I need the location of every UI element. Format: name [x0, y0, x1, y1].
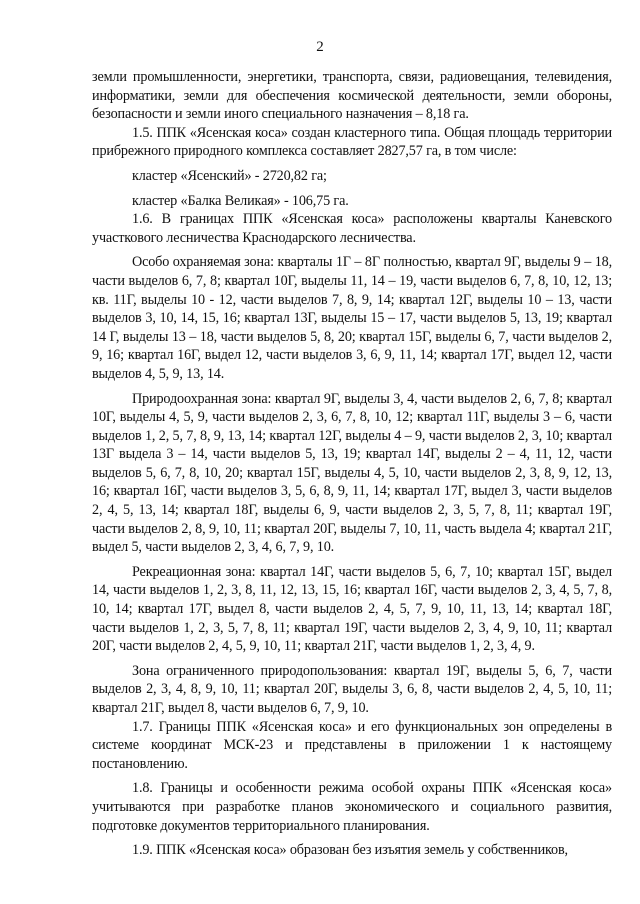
paragraph-land-categories: земли промышленности, энергетики, транспорта, связи, радиовещания, телевидения, информатики, земли для обеспечения космической деятельности, земли обороны, безопасности и земли иного специального назначения – 8,18 га. [92, 69, 612, 123]
page-number: 2 [316, 39, 324, 55]
paragraph-protected-zone: Особо охраняемая зона: кварталы 1Г – 8Г полностью, квартал 9Г, выделы 9 – 18, части выделов 6, 7, 8; квартал 10Г, выделы 11, 14 – 19, части выделов 6, 7, 8, 10, 12, 13; кв. 11Г, выделы 10 - 12, части выделов 7, 8, 9, 14; квартал 12Г, выделы 10 – 13, части выделов 3, 10, 14, 15, 16; квартал 13Г, выделы 15 – 17, части выделов 5, 13, 19; квартал 14 Г, выделы 13 – 18, части выделов 5, 8, 20; квартал 15Г, выделы 6, 7, части выделов 2, 9, 16; квартал 16Г, выдел 12, части выделов 3, 6, 9, 11, 14; квартал 17Г, выдел 12, части выделов 4, 5, 9, 13, 14. [92, 254, 612, 382]
paragraph-recreational-zone: Рекреационная зона: квартал 14Г, части выделов 5, 6, 7, 10; квартал 15Г, выдел 14, части выделов 1, 2, 3, 8, 11, 12, 13, 15, 16; квартал 16Г, части выделов 2, 3, 4, 5, 7, 8, 10, 14; квартал 17Г, выдел 8, части выделов 2, 4, 5, 7, 9, 10, 11, 13, 14; квартал 18Г, части выделов 1, 2, 3, 5, 7, 8, 11; квартал 19Г, части выделов 2, 3, 4, 9, 10, 11; квартал 20Г, части выделов 2, 4, 5, 9, 10, 11; квартал 21Г, части выделов 1, 2, 3, 4, 9. [92, 563, 612, 655]
paragraph-1-6: 1.6. В границах ППК «Ясенская коса» расположены кварталы Каневского участкового лесничества Краснодарского лесничества. [92, 211, 612, 246]
paragraph-conservation-zone: Природоохранная зона: квартал 9Г, выделы 3, 4, части выделов 2, 6, 7, 8; квартал 10Г, выделы 4, 5, 9, части выделов 2, 3, 6, 7, 8, 10, 12; квартал 11Г, выделы 3 – 6, части выделов 1, 2, 5, 7, 8, 9, 13, 14; квартал 12Г, выделы 4 – 9, части выделов 2, 3, 10; квартал 13Г выдела 3 – 14, части выделов 5, 13, 19; квартал 14Г, выделы 2 – 4, 11, 12, части выделов 5, 6, 7, 8, 10, 20; квартал 15Г, выделы 4, 5, 10, части выделов 2, 3, 8, 9, 12, 13, 16; квартал 16Г, части выделов 3, 5, 6, 8, 9, 11, 14; квартал 17Г, выдел 3, части выделов 2, 4, 5, 13, 14; квартал 18Г, выделы 6, 9, части выделов 2, 3, 5, 7, 8, 11; квартал 19Г, части выделов 2, 8, 9, 10, 11; квартал 20Г, выделы 7, 10, 11, часть выдела 4; квартал 21Г, выдел 5, части выделов 2, 3, 4, 6, 7, 9, 10. [92, 390, 612, 556]
cluster-yasensky: кластер «Ясенский» - 2720,82 га; [132, 167, 327, 184]
paragraph-limited-use-zone: Зона ограниченного природопользования: квартал 19Г, выделы 5, 6, 7, части выделов 2, 3, 4, 8, 9, 10, 11; квартал 20Г, выделы 3, 6, 8, части выделов 2, 4, 5, 10, 11; квартал 21Г, выдел 8, части выделов 6, 7, 9, 10. [92, 662, 612, 716]
document-body [92, 68, 612, 860]
paragraph-1-8: 1.8. Границы и особенности режима особой охраны ППК «Ясенская коса» учитываются при разработке планов экономического и социального развития, подготовке документов территориального планирования. [92, 780, 612, 834]
paragraph-1-7: 1.7. Границы ППК «Ясенская коса» и его функциональных зон определены в системе координат МСК-23 и представлены в приложении 1 к настоящему постановлению. [92, 718, 612, 772]
paragraph-1-5: 1.5. ППК «Ясенская коса» создан кластерного типа. Общая площадь территории прибрежного природного комплекса составляет 2827,57 га, в том числе: [92, 124, 612, 160]
cluster-balka-velikaya: кластер «Балка Великая» - 106,75 га. [132, 192, 349, 209]
paragraph-1-9: 1.9. ППК «Ясенская коса» образован без изъятия земель у собственников, [132, 842, 568, 859]
